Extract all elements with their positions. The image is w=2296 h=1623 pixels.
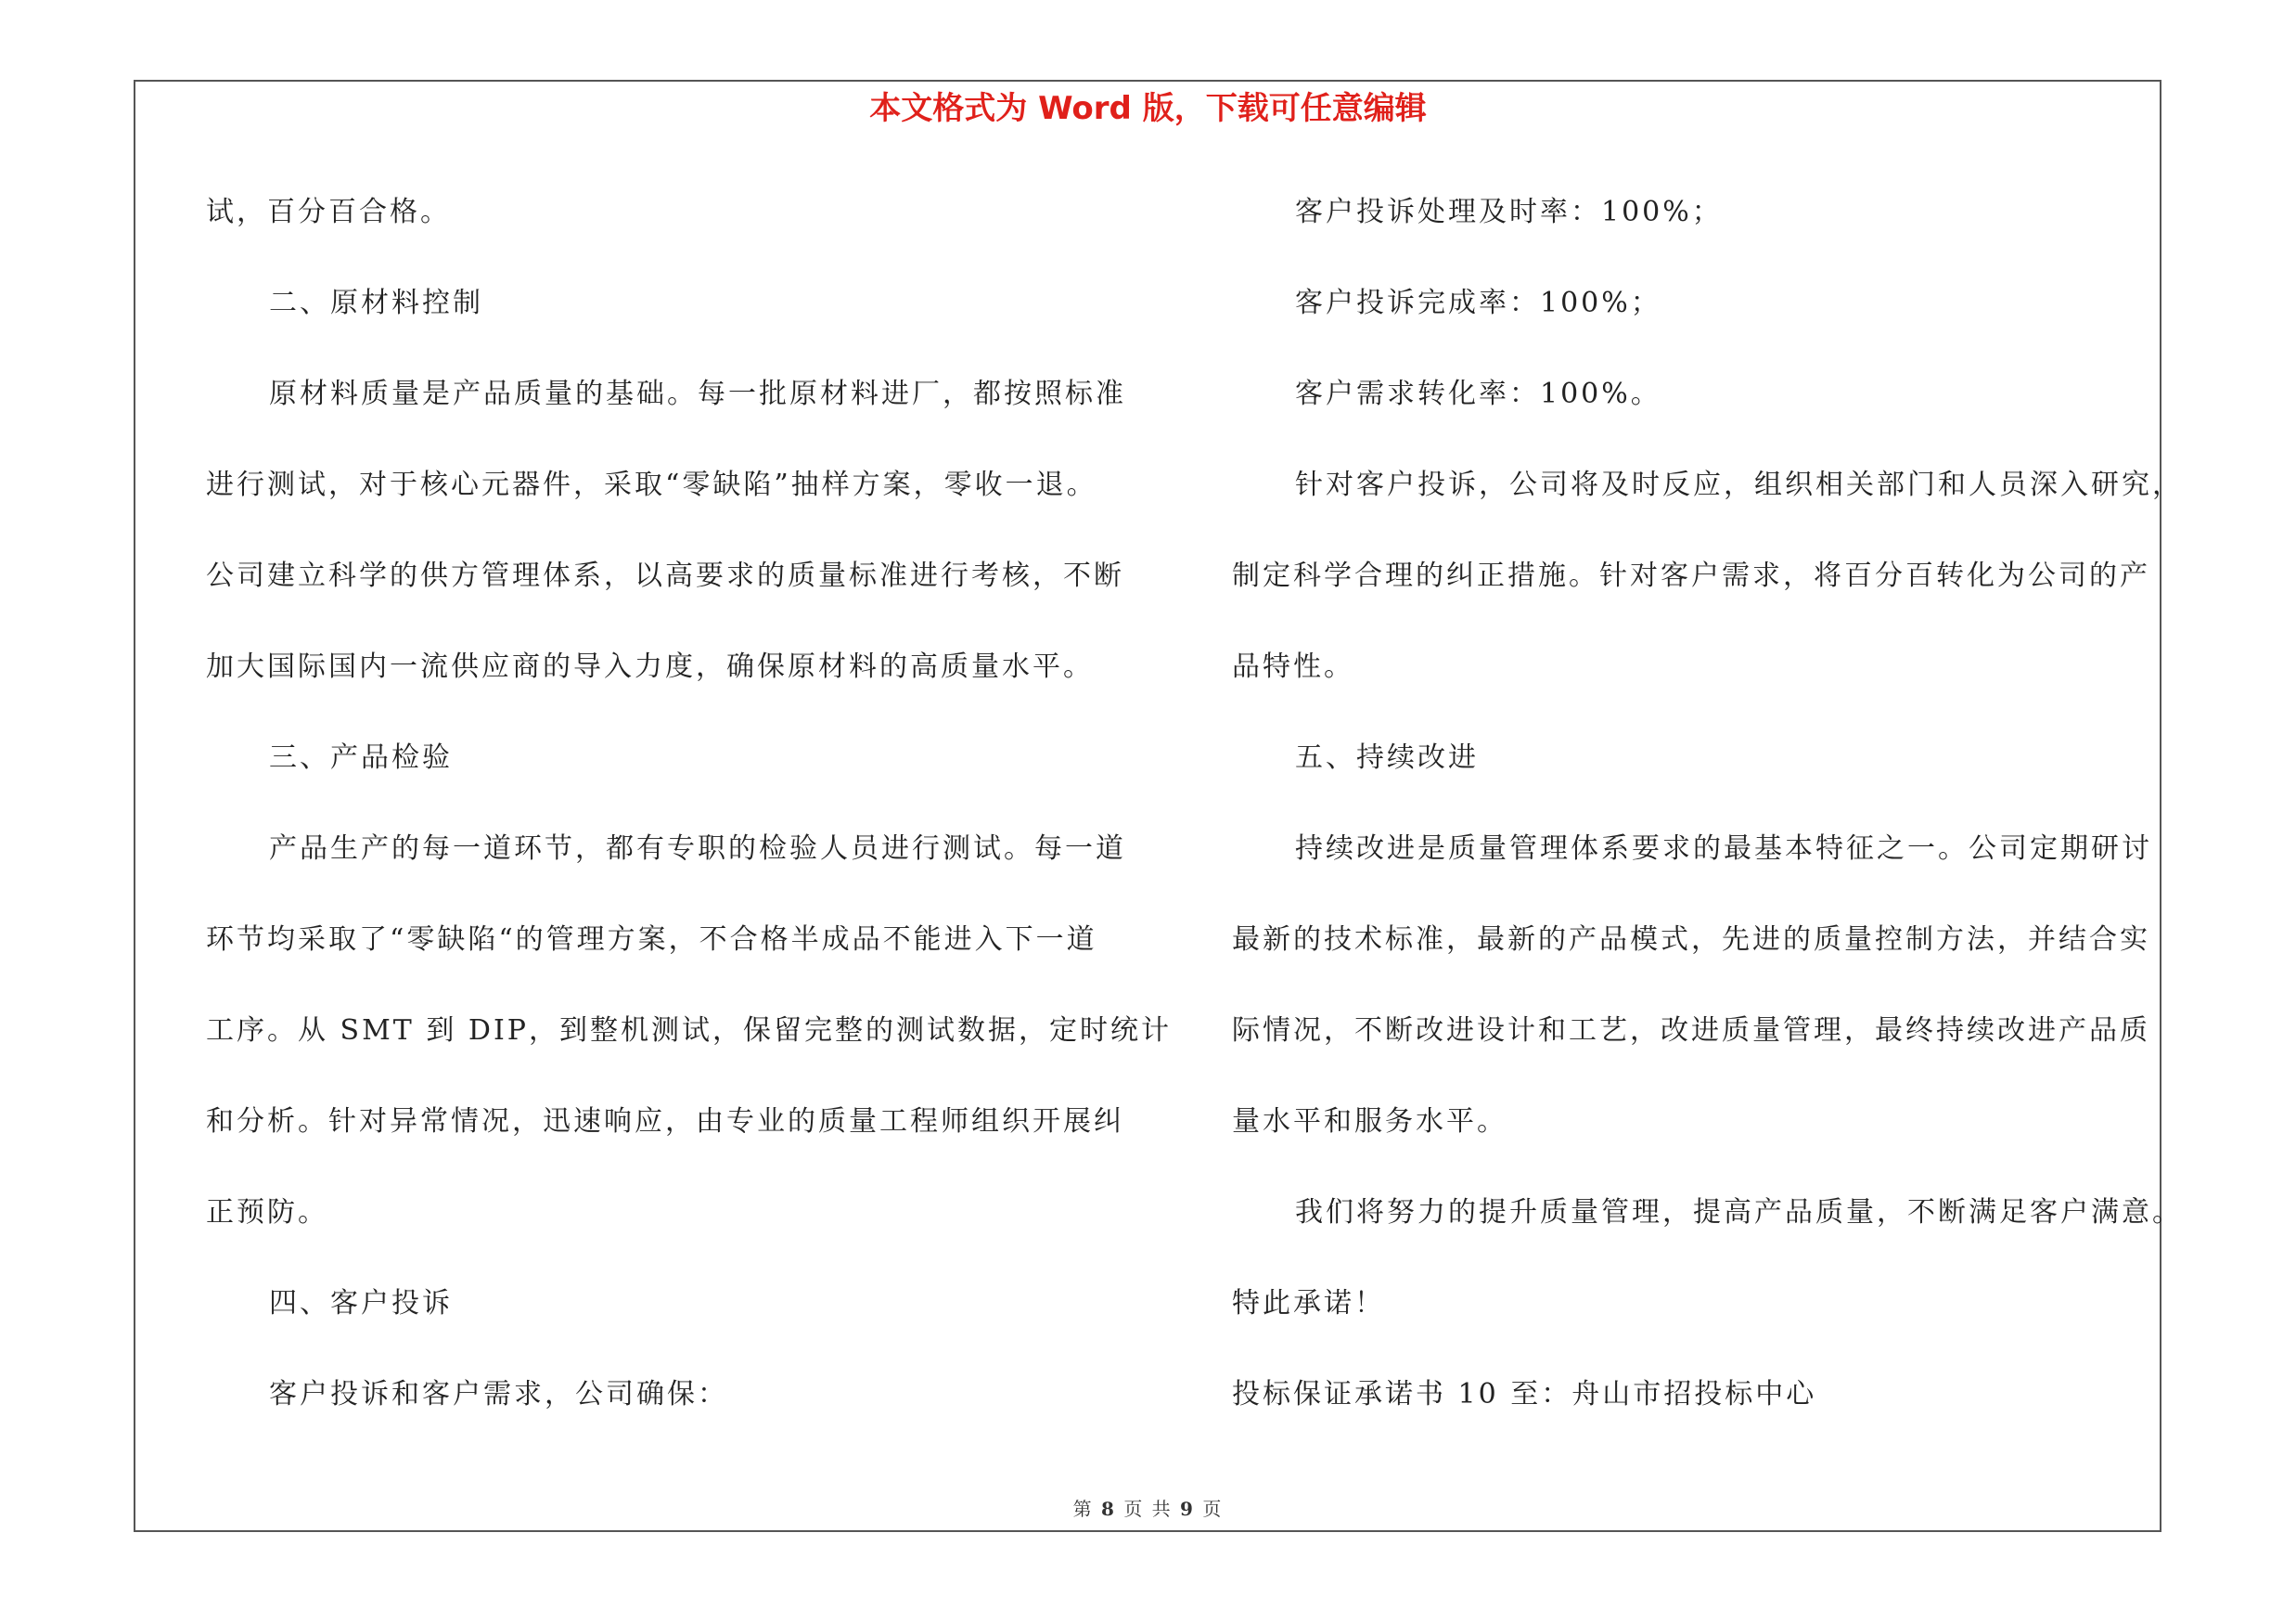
- text-line: 产品生产的每一道环节，都有专职的检验人员进行测试。每一道: [269, 832, 1126, 865]
- text-line: 际情况，不断改进设计和工艺，改进质量管理，最终持续改进产品质: [1232, 1014, 2150, 1047]
- text-line: 环节均采取了“零缺陷“的管理方案，不合格半成品不能进入下一道: [206, 923, 1097, 956]
- word-format-banner: 本文格式为 Word 版，下载可任意编辑: [869, 90, 1427, 127]
- text-line: 针对客户投诉，公司将及时反应，组织相关部门和人员深入研究，: [1295, 469, 2183, 501]
- text-line: 公司建立科学的供方管理体系，以高要求的质量标准进行考核，不断: [206, 560, 1124, 592]
- section-heading-continuous-improvement: 五、持续改进: [1295, 741, 1479, 774]
- text-line: 量水平和服务水平。: [1232, 1105, 1507, 1138]
- current-page-number: 8: [1101, 1498, 1116, 1520]
- text-line: 品特性。: [1232, 650, 1354, 683]
- text-line: 客户需求转化率：100%。: [1295, 378, 1661, 410]
- text-line: 最新的技术标准，最新的产品模式，先进的质量控制方法，并结合实: [1232, 923, 2150, 956]
- text-line: 和分析。针对异常情况，迅速响应，由专业的质量工程师组织开展纠: [206, 1105, 1124, 1138]
- section-heading-product-inspection: 三、产品检验: [269, 741, 453, 774]
- text-line: 工序。从 SMT 到 DIP，到整机测试，保留完整的测试数据，定时统计: [206, 1014, 1172, 1047]
- text-line: 试，百分百合格。: [206, 196, 451, 228]
- page-footer: [0, 1498, 2296, 1520]
- text-line: 进行测试，对于核心元器件，采取“零缺陷”抽样方案，零收一退。: [206, 469, 1097, 501]
- total-page-count: 9: [1180, 1498, 1195, 1520]
- text-line: 原材料质量是产品质量的基础。每一批原材料进厂，都按照标准: [269, 378, 1126, 410]
- text-line: 特此承诺！: [1232, 1287, 1385, 1320]
- text-line: 正预防。: [206, 1196, 328, 1229]
- text-line: 持续改进是质量管理体系要求的最基本特征之一。公司定期研讨: [1295, 832, 2152, 865]
- text-line: 投标保证承诺书 10 至：舟山市招投标中心: [1232, 1378, 1817, 1410]
- text-line: 客户投诉和客户需求，公司确保：: [269, 1378, 728, 1410]
- footer-prefix: 第: [1072, 1498, 1094, 1520]
- text-line: 我们将努力的提升质量管理，提高产品质量，不断满足客户满意。: [1295, 1196, 2183, 1229]
- footer-suffix: 页: [1202, 1498, 1224, 1520]
- text-line: 客户投诉完成率：100%；: [1295, 287, 1661, 319]
- text-line: 制定科学合理的纠正措施。针对客户需求，将百分百转化为公司的产: [1232, 560, 2150, 592]
- text-line: 加大国际国内一流供应商的导入力度，确保原材料的高质量水平。: [206, 650, 1094, 683]
- section-heading-customer-complaints: 四、客户投诉: [269, 1287, 453, 1320]
- footer-middle: 页 共: [1123, 1498, 1173, 1520]
- text-line: 客户投诉处理及时率：100%；: [1295, 196, 1723, 228]
- section-heading-raw-materials: 二、原材料控制: [269, 287, 483, 319]
